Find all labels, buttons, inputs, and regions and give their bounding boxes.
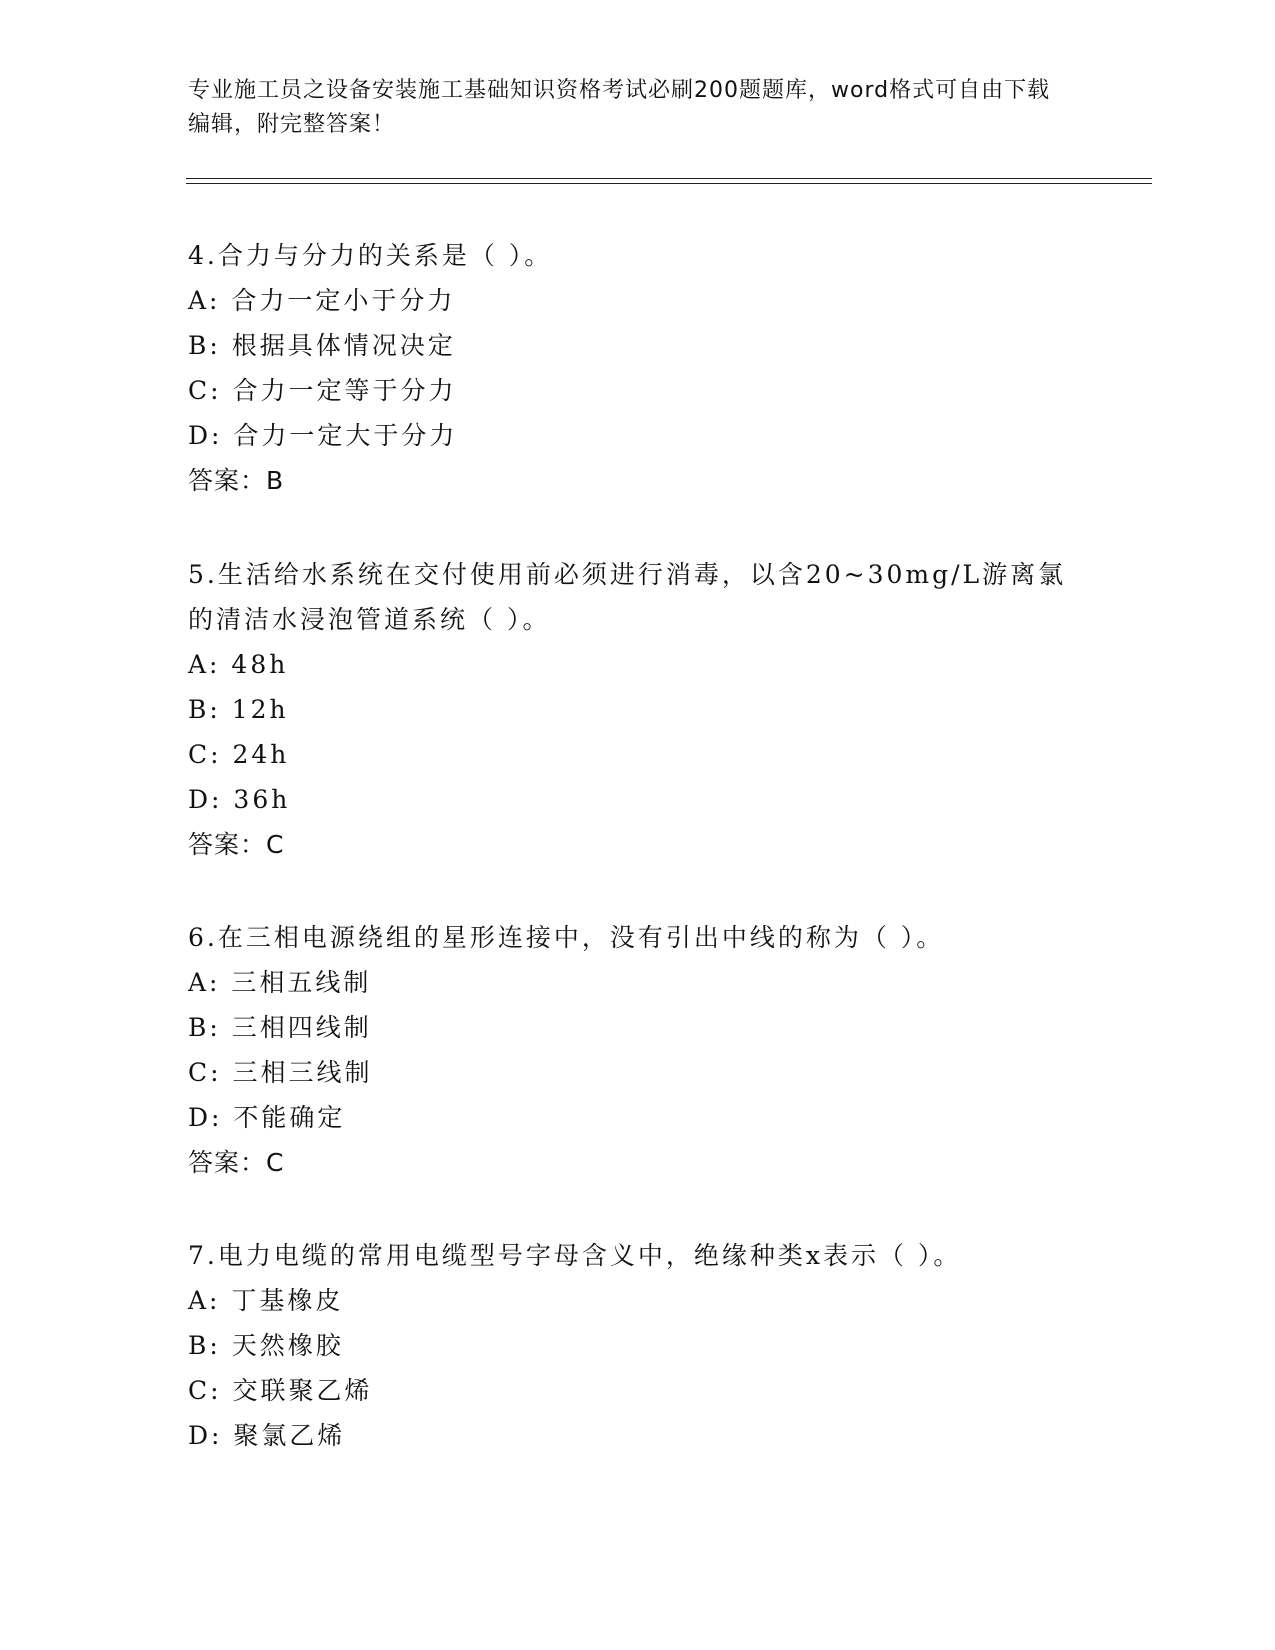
option-b: B: 12h — [188, 695, 289, 724]
option-d: D: 聚氯乙烯 — [188, 1421, 346, 1450]
option-b: B: 根据具体情况决定 — [188, 331, 456, 360]
option-c: C: 24h — [188, 740, 290, 769]
option-b: B: 三相四线制 — [188, 1013, 372, 1042]
header-divider-top — [186, 178, 1152, 179]
option-d: D: 合力一定大于分力 — [188, 421, 458, 450]
question-7 — [188, 1233, 1068, 1458]
option-c: C: 交联聚乙烯 — [188, 1376, 373, 1405]
option-a: A: 48h — [188, 650, 289, 679]
question-stem: 6.在三相电源绕组的星形连接中，没有引出中线的称为（ ）。 — [188, 923, 945, 952]
option-d: D: 36h — [188, 785, 291, 814]
option-c: C: 三相三线制 — [188, 1058, 373, 1087]
question-4 — [188, 233, 1068, 503]
option-a: A: 丁基橡皮 — [188, 1286, 344, 1315]
document-header: 专业施工员之设备安装施工基础知识资格考试必刷200题题库，word格式可自由下载编辑，附完整答案！ — [188, 78, 1051, 137]
header-divider-bottom — [186, 183, 1152, 184]
option-b: B: 天然橡胶 — [188, 1331, 344, 1360]
option-a: A: 合力一定小于分力 — [188, 286, 456, 315]
question-6 — [188, 915, 1068, 1185]
question-5 — [188, 552, 1068, 867]
option-c: C: 合力一定等于分力 — [188, 376, 457, 405]
question-stem: 5.生活给水系统在交付使用前必须进行消毒，以含20~30mg/L游离氯的清洁水浸泡管道系统（ ）。 — [188, 560, 1067, 634]
option-a: A: 三相五线制 — [188, 968, 372, 997]
option-d: D: 不能确定 — [188, 1103, 346, 1132]
question-stem: 4.合力与分力的关系是（ ）。 — [188, 241, 553, 270]
answer: 答案：B — [188, 466, 285, 495]
answer: 答案：C — [188, 830, 285, 859]
question-stem: 7.电力电缆的常用电缆型号字母含义中，绝缘种类x表示（ ）。 — [188, 1241, 962, 1270]
answer: 答案：C — [188, 1148, 285, 1177]
